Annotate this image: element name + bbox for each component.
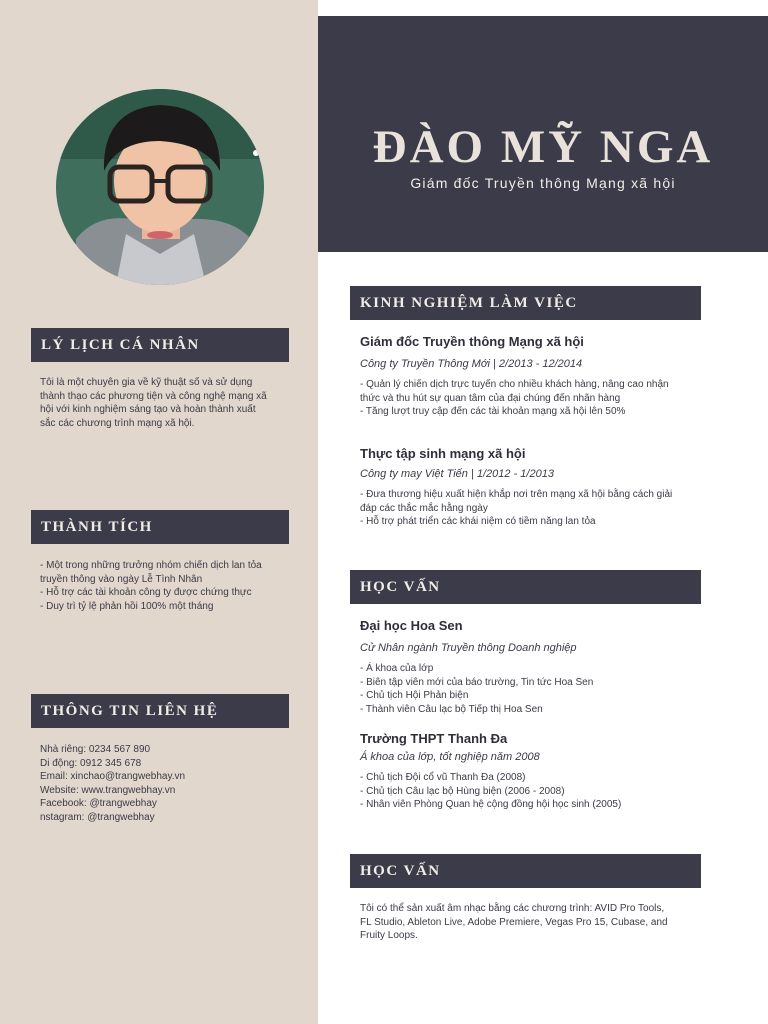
school-bullet: - Nhân viên Phòng Quan hệ cộng đồng hội học sinh (2005)	[360, 799, 622, 810]
profile-heading: LÝ LỊCH CÁ NHÂN	[31, 328, 289, 362]
profile-line: sắc các chương trình mạng xã hội.	[40, 417, 195, 429]
achievements-list	[40, 559, 280, 613]
school-name-2: Trường THPT Thanh Đa	[360, 731, 508, 746]
contact-website: Website: www.trangwebhay.vn	[40, 784, 176, 796]
contact-mobile: Di động: 0912 345 678	[40, 757, 142, 769]
contact-home-phone: Nhà riêng: 0234 567 890	[40, 744, 151, 755]
job-bullet: - Hỗ trợ phát triển các khái niệm có tiềm năng lan tỏa	[360, 516, 596, 527]
skills-heading: HỌC VẤN	[350, 854, 701, 888]
contact-heading: THÔNG TIN LIÊN HỆ	[31, 694, 289, 728]
skills-line: FL Studio, Ableton Live, Adobe Premiere, Vegas Pro 15, Cubase, and	[360, 916, 668, 928]
job-bullet: - Quản lý chiến dịch trực tuyến cho nhiều khách hàng, nâng cao nhận	[360, 379, 669, 390]
school-bullet: - Chủ tịch Hội Phản biện	[360, 690, 469, 701]
school-bullet: - Biên tập viên mới của báo trường, Tin tức Hoa Sen	[360, 676, 594, 688]
school-degree-1: Cử Nhân ngành Truyền thông Doanh nghiệp	[360, 642, 577, 654]
job-bullet: - Đưa thương hiệu xuất hiện khắp nơi trên mạng xã hội bằng cách giải	[360, 489, 673, 500]
school-bullet: - Thành viên Câu lạc bộ Tiếp thị Hoa Sen	[360, 703, 543, 715]
achievement-line: truyền thông vào ngày Lễ Tình Nhân	[40, 573, 203, 585]
education-heading: HỌC VẤN	[350, 570, 701, 604]
avatar	[56, 89, 264, 285]
job-bullets-2	[360, 488, 700, 529]
job-bullet: đáp các thắc mắc hằng ngày	[360, 502, 488, 514]
skills-text	[360, 902, 690, 943]
job-company-1: Công ty Truyền Thông Mới | 2/2013 - 12/2014	[360, 358, 583, 370]
job-bullets-1	[360, 378, 700, 419]
contact-email: Email: xinchao@trangwebhay.vn	[40, 771, 186, 782]
achievement-line: - Một trong những trưởng nhóm chiến dịch lan tỏa	[40, 560, 262, 571]
name-header	[318, 16, 768, 252]
school-bullet: - Chủ tịch Câu lạc bộ Hùng biện (2006 - 2008)	[360, 785, 565, 797]
school-bullets-2	[360, 771, 700, 812]
school-bullets-1	[360, 662, 700, 716]
profile-photo	[56, 89, 264, 285]
school-name-1: Đại học Hoa Sen	[360, 618, 463, 633]
job-company-2: Công ty may Việt Tiến | 1/2012 - 1/2013	[360, 468, 554, 480]
profile-line: hội với kinh nghiệm sáng tạo và hoàn thành xuất	[40, 404, 256, 415]
skills-line: Tôi có thể sản xuất âm nhạc bằng các chương trình: AVID Pro Tools,	[360, 903, 665, 914]
contact-instagram: nstagram: @trangwebhay	[40, 811, 155, 823]
skills-line: Fruity Loops.	[360, 930, 418, 941]
profile-summary	[40, 376, 280, 430]
achievement-line: - Hỗ trợ các tài khoản công ty được chứng thực	[40, 587, 252, 598]
achievement-line: - Duy trì tỷ lệ phản hồi 100% một tháng	[40, 600, 214, 612]
contact-info	[40, 743, 280, 824]
profile-line: Tôi là một chuyên gia về kỹ thuật số và sử dụng	[40, 377, 253, 388]
school-degree-2: Á khoa của lớp, tốt nghiệp năm 2008	[360, 751, 540, 763]
job-title-1: Giám đốc Truyền thông Mạng xã hội	[360, 334, 584, 349]
contact-facebook: Facebook: @trangwebhay	[40, 798, 157, 809]
job-bullet: thức và thu hút sự quan tâm của đại chúng đến nhãn hàng	[360, 392, 621, 404]
achievements-heading: THÀNH TÍCH	[31, 510, 289, 544]
job-bullet: - Tăng lượt truy cập đến các tài khoản mạng xã hội lên 50%	[360, 406, 626, 417]
experience-heading: KINH NGHIỆM LÀM VIỆC	[350, 286, 701, 320]
person-name: ĐÀO MỸ NGA	[372, 121, 714, 173]
school-bullet: - Á khoa của lớp	[360, 663, 434, 674]
job-title: Giám đốc Truyền thông Mạng xã hội	[410, 175, 676, 191]
school-bullet: - Chủ tịch Đội cổ vũ Thanh Đa (2008)	[360, 772, 526, 783]
profile-line: thành thạo các phương tiện và công nghệ mạng xã	[40, 390, 267, 402]
job-title-2: Thực tập sinh mạng xã hội	[360, 446, 526, 461]
